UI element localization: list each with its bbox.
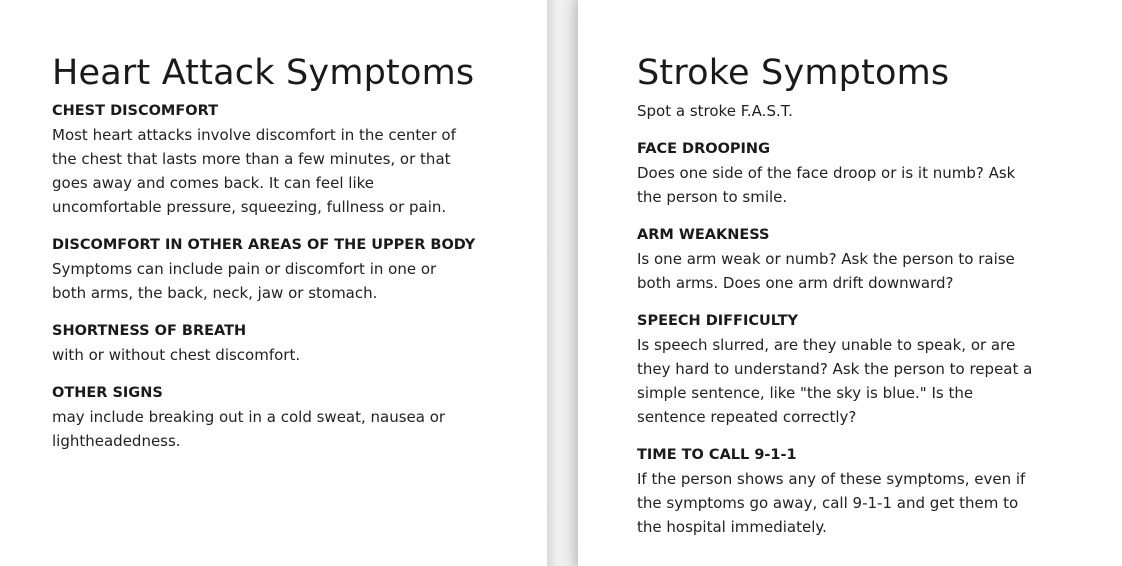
section-text: Most heart attacks involve discomfort in the center of the chest that lasts more than a few minutes, or that goes away and comes back. It can feel like uncomfortable pressure, squeezing, fullness or pain. bbox=[52, 126, 456, 216]
section-heading: CHEST DISCOMFORT bbox=[52, 103, 218, 119]
section-heading: SPEECH DIFFICULTY bbox=[637, 313, 798, 329]
section-heading: FACE DROOPING bbox=[637, 141, 770, 157]
section-other-signs bbox=[52, 381, 482, 453]
stroke-title: Stroke Symptoms bbox=[637, 53, 950, 93]
section-text: Is one arm weak or numb? Ask the person to raise both arms. Does one arm drift downward? bbox=[637, 250, 1015, 292]
column-divider bbox=[547, 0, 578, 566]
heart-attack-column bbox=[52, 52, 482, 453]
section-shortness-of-breath bbox=[52, 319, 482, 367]
section-speech-difficulty bbox=[637, 309, 1057, 429]
stroke-card bbox=[578, 0, 1122, 566]
section-arm-weakness bbox=[637, 223, 1057, 295]
section-heading: TIME TO CALL 9-1-1 bbox=[637, 447, 797, 463]
section-text: Is speech slurred, are they unable to speak, or are they hard to understand? Ask the person to repeat a simple sentence, like "the sky is blue." Is the sentence repeated correctly? bbox=[637, 336, 1033, 426]
section-text: If the person shows any of these symptoms, even if the symptoms go away, call 9-1-1 and get them to the hospital immediately. bbox=[637, 470, 1026, 536]
section-text: with or without chest discomfort. bbox=[52, 346, 301, 364]
section-heading: ARM WEAKNESS bbox=[637, 227, 770, 243]
section-upper-body-discomfort bbox=[52, 233, 482, 305]
heart-attack-title: Heart Attack Symptoms bbox=[52, 53, 475, 93]
section-heading: SHORTNESS OF BREATH bbox=[52, 323, 247, 339]
section-time-to-call bbox=[637, 443, 1057, 539]
section-text: Does one side of the face droop or is it numb? Ask the person to smile. bbox=[637, 164, 1016, 206]
section-heading: DISCOMFORT IN OTHER AREAS OF THE UPPER BODY bbox=[52, 237, 476, 253]
stroke-column bbox=[637, 52, 1057, 539]
section-heading: OTHER SIGNS bbox=[52, 385, 163, 401]
heart-attack-card bbox=[0, 0, 547, 566]
stroke-subtitle: Spot a stroke F.A.S.T. bbox=[637, 102, 793, 120]
section-face-drooping bbox=[637, 137, 1057, 209]
section-text: Symptoms can include pain or discomfort in one or both arms, the back, neck, jaw or stomach. bbox=[52, 260, 437, 302]
section-text: may include breaking out in a cold sweat, nausea or lightheadedness. bbox=[52, 408, 446, 450]
section-chest-discomfort bbox=[52, 99, 482, 219]
